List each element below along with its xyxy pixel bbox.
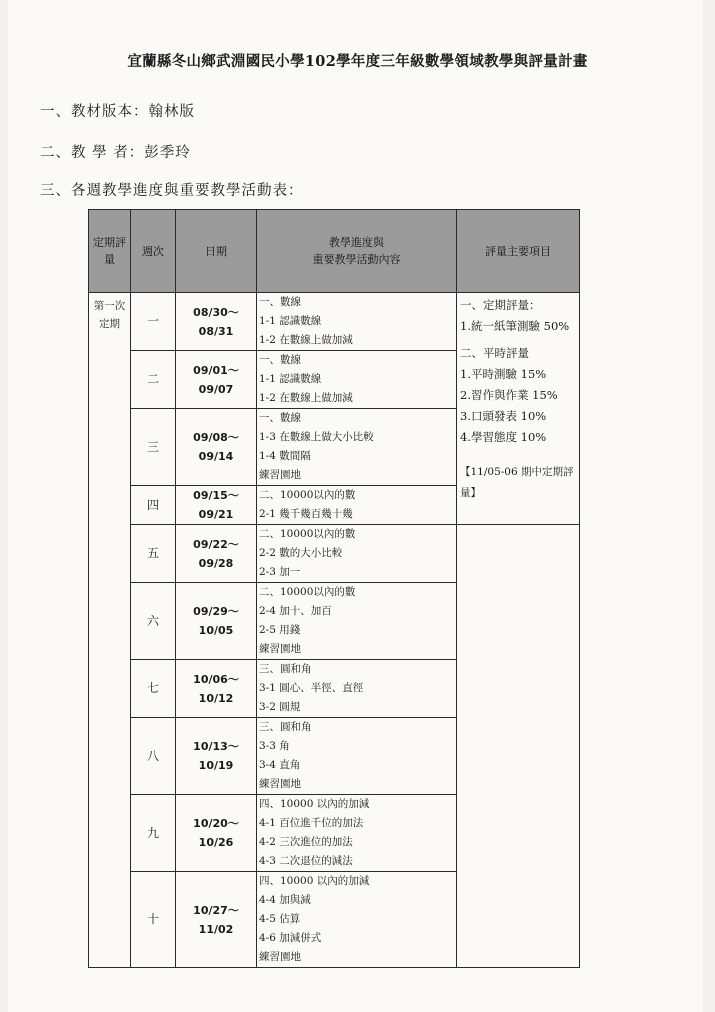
week-cell: 一 [131, 293, 176, 351]
content-cell [257, 795, 457, 872]
eval-item: 1.平時測驗 15% [460, 367, 547, 381]
content-cell [257, 486, 457, 525]
content-line: 4-6 加減併式 [259, 932, 322, 944]
week-cell: 五 [131, 525, 176, 583]
header-week: 週次 [131, 210, 176, 293]
content-cell [257, 583, 457, 660]
eval-note: 【11/05-06 期中定期評量】 [460, 466, 574, 499]
date-cell: 10/20～10/26 [176, 795, 257, 872]
content-line: 4-5 估算 [259, 913, 301, 925]
content-cell [257, 872, 457, 968]
content-line: 3-3 角 [259, 740, 290, 752]
header-period: 定期評量 [89, 210, 131, 293]
content-line: 二、10000以內的數 [259, 586, 356, 598]
table-row [89, 525, 580, 583]
content-line: 二、10000以內的數 [259, 528, 356, 540]
week-cell: 六 [131, 583, 176, 660]
content-line: 1-1 認識數線 [259, 315, 322, 327]
content-line: 2-4 加十、加百 [259, 605, 332, 617]
date-cell: 10/27～11/02 [176, 872, 257, 968]
teacher-line: 二、教 學 者：彭季玲 [40, 145, 191, 161]
header-eval: 評量主要項目 [457, 210, 580, 293]
content-line: 一、數線 [259, 296, 301, 308]
content-line: 練習園地 [259, 951, 301, 963]
content-line: 四、10000 以內的加減 [259, 798, 370, 810]
content-line: 一、數線 [259, 354, 301, 366]
content-line: 2-2 數的大小比較 [259, 547, 343, 559]
content-cell [257, 660, 457, 718]
date-cell: 09/29～10/05 [176, 583, 257, 660]
content-line: 4-3 二次退位的減法 [259, 855, 353, 867]
week-cell: 十 [131, 872, 176, 968]
content-line: 1-2 在數線上做加減 [259, 392, 353, 404]
table-body [89, 293, 580, 968]
content-line: 4-2 三次進位的加法 [259, 836, 353, 848]
week-cell: 二 [131, 351, 176, 409]
table-row [89, 293, 580, 351]
header-content: 教學進度與 重要教學活動內容 [257, 210, 457, 293]
eval-item: 一、定期評量： [460, 298, 541, 312]
textbook-line: 一、教材版本：翰林版 [40, 104, 195, 120]
date-cell: 09/08～09/14 [176, 409, 257, 486]
eval-item: 二、平時評量 [460, 346, 529, 360]
content-line: 3-4 直角 [259, 759, 301, 771]
content-line: 4-4 加與減 [259, 894, 311, 906]
date-cell: 09/22～09/28 [176, 525, 257, 583]
content-line: 練習園地 [259, 469, 301, 481]
content-line: 練習園地 [259, 643, 301, 655]
content-cell [257, 525, 457, 583]
week-cell: 三 [131, 409, 176, 486]
eval-item: 4.學習態度 10% [460, 430, 547, 444]
content-line: 三、圓和角 [259, 663, 312, 675]
date-cell: 10/06～10/12 [176, 660, 257, 718]
week-cell: 九 [131, 795, 176, 872]
content-cell [257, 718, 457, 795]
content-line: 3-2 圓規 [259, 701, 301, 713]
eval-item: 1.統一紙筆測驗 50% [460, 319, 570, 333]
week-cell: 四 [131, 486, 176, 525]
content-line: 1-4 數間隔 [259, 450, 311, 462]
date-cell: 10/13～10/19 [176, 718, 257, 795]
date-cell: 09/15～09/21 [176, 486, 257, 525]
date-cell: 09/01～09/07 [176, 351, 257, 409]
content-cell [257, 293, 457, 351]
content-line: 四、10000 以內的加減 [259, 875, 370, 887]
eval-cell-empty [457, 525, 580, 968]
content-line: 二、10000以內的數 [259, 489, 356, 501]
content-line: 練習園地 [259, 778, 301, 790]
content-line: 三、圓和角 [259, 721, 312, 733]
week-cell: 八 [131, 718, 176, 795]
period-cell: 第一次定期 [89, 293, 131, 968]
week-cell: 七 [131, 660, 176, 718]
header-date: 日期 [176, 210, 257, 293]
content-line: 1-3 在數線上做大小比較 [259, 431, 374, 443]
content-line: 一、數線 [259, 412, 301, 424]
eval-item: 3.口頭發表 10% [460, 409, 547, 423]
content-cell [257, 351, 457, 409]
content-line: 4-1 百位進千位的加法 [259, 817, 364, 829]
content-line: 2-1 幾千幾百幾十幾 [259, 508, 353, 520]
eval-item: 2.習作與作業 15% [460, 388, 558, 402]
content-line: 2-3 加一 [259, 566, 301, 578]
content-line: 1-1 認識數線 [259, 373, 322, 385]
content-line: 2-5 用錢 [259, 624, 301, 636]
content-cell [257, 409, 457, 486]
section-heading: 三、各週教學進度與重要教學活動表： [40, 183, 304, 199]
table-header-row [89, 210, 580, 293]
content-line: 1-2 在數線上做加減 [259, 334, 353, 346]
schedule-table [88, 209, 580, 968]
content-line: 3-1 圓心、半徑、直徑 [259, 682, 364, 694]
eval-cell [457, 293, 580, 525]
date-cell: 08/30～08/31 [176, 293, 257, 351]
page-title: 宜蘭縣冬山鄉武淵國民小學102學年度三年級數學領域教學與評量計畫 [127, 53, 588, 70]
